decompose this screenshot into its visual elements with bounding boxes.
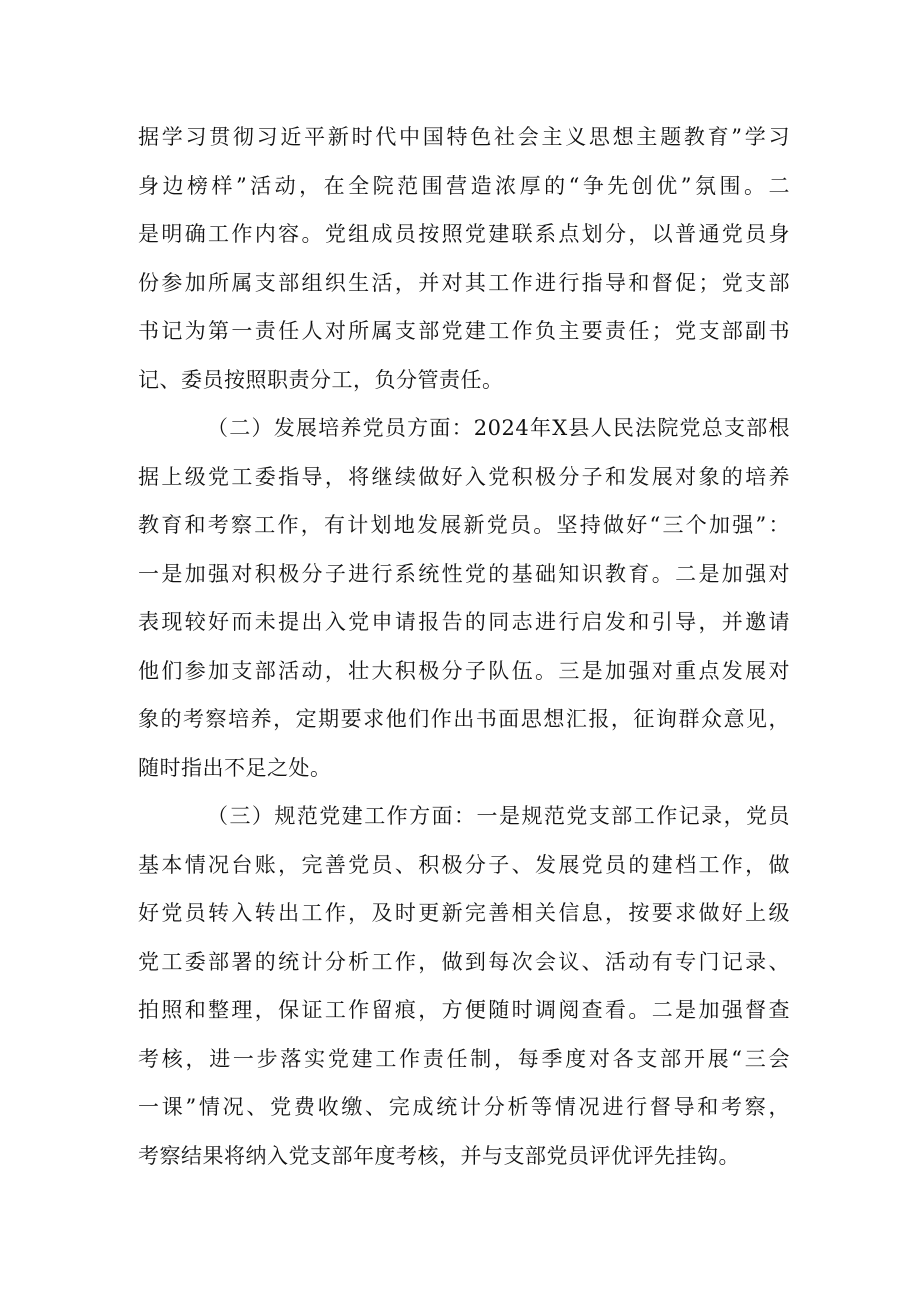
text-line: 拍照和整理，保证工作留痕，方便随时调阅查看。二是加强督查 (138, 998, 790, 1022)
text-line: 据上级党工委指导，将继续做好入党积极分子和发展对象的培养 (138, 464, 790, 489)
text-line: 考核，进一步落实党建工作责任制，每季度对各支部开展“三会 (138, 1046, 790, 1071)
text-line: 书记为第一责任人对所属支部党建工作负主要责任；党支部副书 (138, 319, 790, 343)
document-body (138, 113, 790, 1180)
paragraph-3 (138, 792, 790, 1180)
text-line: 记、委员按照职责分工，负分管责任。 (138, 367, 504, 392)
text-line: 随时指出不足之处。 (138, 755, 332, 780)
text-line: 表现较好而未提出入党申请报告的同志进行启发和引导，并邀请 (138, 610, 790, 634)
text-line: 好党员转入转出工作，及时更新完善相关信息，按要求做好上级 (138, 901, 790, 925)
paragraph-2 (138, 404, 790, 792)
text-line: 基本情况台账，完善党员、积极分子、发展党员的建档工作，做 (138, 852, 790, 877)
text-line: 象的考察培养，定期要求他们作出书面思想汇报，征询群众意见， (138, 707, 790, 731)
text-line: 是明确工作内容。党组成员按照党建联系点划分，以普通党员身 (138, 222, 790, 246)
text-line: （二）发展培养党员方面：2024年X县人民法院党总支部根 (207, 416, 790, 440)
text-line: 据学习贯彻习近平新时代中国特色社会主义思想主题教育”学习 (138, 125, 790, 149)
text-line: 他们参加支部活动，壮大积极分子队伍。三是加强对重点发展对 (138, 658, 790, 683)
text-line: 党工委部署的统计分析工作，做到每次会议、活动有专门记录、 (138, 949, 790, 974)
text-line: 一课”情况、党费收缴、完成统计分析等情况进行督导和考察， (138, 1095, 790, 1119)
text-line: 考察结果将纳入党支部年度考核，并与支部党员评优评先挂钩。 (138, 1143, 740, 1168)
text-line: （三）规范党建工作方面：一是规范党支部工作记录，党员 (207, 804, 790, 828)
text-line: 一是加强对积极分子进行系统性党的基础知识教育。二是加强对 (138, 561, 790, 586)
text-line: 身边榜样”活动，在全院范围营造浓厚的“争先创优”氛围。二 (138, 173, 790, 198)
text-line: 教育和考察工作，有计划地发展新党员。坚持做好“三个加强”： (138, 513, 790, 537)
text-line: 份参加所属支部组织生活，并对其工作进行指导和督促；党支部 (138, 270, 790, 295)
paragraph-1 (138, 113, 790, 404)
